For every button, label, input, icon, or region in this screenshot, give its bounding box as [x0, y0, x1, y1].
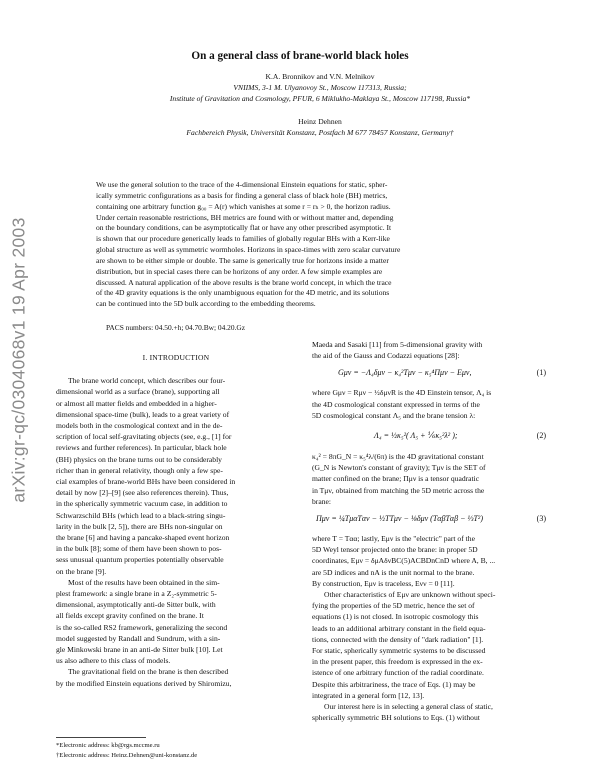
paragraph-line: The brane world concept, which describes our four-	[68, 376, 226, 386]
paragraph-line: all fields except gravity confined on the brane. It	[56, 611, 204, 621]
equation-number: (2)	[536, 431, 546, 441]
paragraph-line: dimensional world as a surface (brane), supporting all	[56, 387, 220, 397]
affiliation-1a: VNIIMS, 3-1 M. Ulyanovoy St., Moscow 117313, Russia;	[233, 83, 407, 92]
paragraph-line: is the so-called RS2 framework, generalizing the second	[56, 622, 228, 632]
paragraph-line: Our interest here is in selecting a general class of static,	[324, 702, 493, 712]
equation-body: Λ₄ = ½κ₅²( Λ₅ + ⅙κ₅²λ² );	[374, 431, 458, 441]
paragraph-line: brane:	[312, 496, 331, 506]
paragraph-line: Schwarzschild BHs (which lead to a black-string singu-	[56, 510, 226, 520]
paragraph-line: Other characteristics of Eμν are unknown without speci-	[324, 590, 496, 600]
paragraph-line: reviews and further references). In particular, black hole	[56, 443, 227, 453]
paragraph-line: gle Minkowski brane in an anti-de Sitter bulk [10]. Let	[56, 645, 223, 655]
paragraph-line: where T = Tαα; lastly, Eμν is the "electric" part of the	[312, 534, 475, 544]
affiliation-1b: Institute of Gravitation and Cosmology, PFUR, 6 Miklukho-Maklaya St., Moscow 117198, Russia*	[169, 94, 471, 103]
abstract-line: are shown to be either simple or double. The same is generically true for horizons inside a matter	[96, 255, 389, 265]
paragraph-line: dimensional space-time (bulk), leads to a great variety of	[56, 409, 230, 419]
affiliation-2: Fachbereich Physik, Universität Konstanz, Postfach M 677 78457 Konstanz, Germany†	[186, 128, 454, 137]
paragraph-line: matter confined on the brane; Πμν is a tensor quadratic	[312, 474, 480, 484]
paragraph-line: richer than in general relativity, though only a few spe-	[56, 465, 223, 475]
paragraph-line: κ₄² = 8πG_N = κ₅⁴λ/(6π) is the 4D gravitational constant	[312, 452, 484, 462]
paragraph-line: leads to an additional arbitrary constant in the field equa-	[312, 623, 486, 633]
left-column	[56, 352, 296, 689]
paragraph-line: For static, spherically symmetric systems to be discussed	[312, 646, 486, 656]
paragraph-line: cial examples of brane-world BHs have been considered in	[56, 477, 236, 487]
paragraph-line: model suggested by Randall and Sundrum, with a sin-	[56, 633, 221, 643]
paragraph-line: spherically symmetric BH solutions to Eqs. (1) without	[312, 713, 480, 723]
abstract-line: can be continued into the 5D bulk according to the embedding theorems.	[96, 299, 316, 309]
paragraph-line: integrated in a general form [12, 13].	[312, 690, 425, 700]
paragraph-line: scription of local self-gravitating objects (see, e.g., [1] for	[56, 432, 232, 442]
abstract-line: We use the general solution to the trace of the 4-dimensional Einstein equations for static, spher-	[96, 180, 388, 189]
footnote-email-2: †Electronic address: Heinz.Dehnen@uni-konstanz.de	[56, 752, 198, 759]
paragraph-line: detail by now [2]–[9] (see also references therein). Thus,	[56, 488, 229, 498]
paragraph-line: by the modified Einstein equations derived by Shiromizu,	[56, 678, 232, 688]
paragraph-line: in the present paper, this freedom is expressed in the ex-	[312, 657, 483, 667]
abstract-line: containing one arbitrary function g₀₀ = A(r) which vanishes at some r = rₕ > 0, the horizon radius.	[96, 201, 391, 211]
paragraph-line: (G_N is Newton's constant of gravity); Tμν is the SET of	[312, 463, 486, 473]
abstract-line: on the boundary conditions, can be asymptotically flat or have any other prescribed asymptotic. It	[96, 223, 392, 233]
paragraph-line: us also adhere to this class of models.	[56, 656, 171, 666]
paragraph-line: the brane [6] and having a pancake-shaped event horizon	[56, 533, 230, 543]
paragraph-line: 5D cosmological constant Λ₅ and the brane tension λ:	[312, 410, 476, 420]
paragraph-line: plest framework: a single brane in a Z₂-symmetric 5-	[56, 589, 217, 599]
paragraph-line: the aid of the Gauss and Codazzi equations [28]:	[312, 351, 460, 361]
abstract-line: of the 4D gravity equations is the only unambiguous equation for the 4D metric, and its solutions	[96, 288, 390, 298]
section-heading: I. INTRODUCTION	[142, 353, 210, 362]
abstract-line: discussed. A natural application of the above results is the brane world concept, in which the trace	[96, 277, 392, 287]
paragraph-line: where Gμν = Rμν − ½δμνR is the 4D Einstein tensor, Λ₄ is	[312, 388, 492, 398]
paper-title: On a general class of brane-world black holes	[191, 50, 409, 62]
paragraph-line: in the spherically symmetric vacuum case, in addition to	[56, 499, 228, 509]
abstract-line: distribution, but in special cases there can be horizons of any order. A few simple examples are	[96, 266, 383, 276]
paragraph-line: Maeda and Sasaki [11] from 5-dimensional gravity with	[312, 340, 483, 349]
paragraph-line: or almost all matter fields and embedded in a higher-	[56, 398, 217, 408]
paragraph-line: in Tμν, obtained from matching the 5D metric across the	[312, 485, 485, 495]
paragraph-line: sess unusual quantum properties potentially observable	[56, 555, 224, 565]
paragraph-line: are 5D indices and nA is the unit normal to the brane.	[312, 567, 475, 577]
pacs-numbers: PACS numbers: 04.50.+h; 04.70.Bw; 04.20.Gz	[106, 323, 245, 332]
abstract-line: is shown that our procedure generically leads to families of globally regular BHs with a Kerr-like	[96, 234, 390, 244]
paragraph-line: 5D Weyl tensor projected onto the brane: in proper 5D	[312, 545, 478, 555]
paragraph-line: the 4D cosmological constant expressed in terms of the	[312, 399, 480, 409]
equation-body: Gμν = −Λ₄δμν − κ₄²Tμν − κ₅⁴Πμν − Eμν,	[338, 368, 472, 378]
paragraph-line: dimensional, asymptotically anti-de Sitter bulk, with	[56, 600, 216, 610]
equation-body: Πμν = ¼TμαTαν − ½TTμν − ⅛δμν (TαβTαβ − ⅓T²)	[316, 514, 483, 524]
footnote-divider	[56, 737, 146, 738]
abstract-line: Under certain reasonable restrictions, BH metrics are found with or without matter and, depending	[96, 212, 394, 222]
paragraph-line: larity in the bulk [2, 5]), there are BHs non-singular on	[56, 521, 223, 531]
paragraph-line: coordinates, Eμν = δμAδνBC(5)ACBDnCnD where A, B, ...	[312, 556, 496, 566]
paragraph-line: on the brane [9].	[56, 566, 107, 576]
paragraph-line: tions, connected with the density of "dark radiation" [1].	[312, 634, 484, 644]
abstract-line: ically symmetric configurations as a basis for finding a general class of black hole (BH) metrics,	[96, 190, 388, 200]
paragraph-line: The gravitational field on the brane is then described	[68, 667, 229, 677]
paragraph-line: fying the properties of the 5D metric, hence the set of	[312, 601, 475, 611]
authors-group-1: K.A. Bronnikov and V.N. Melnikov	[265, 72, 375, 81]
paragraph-line: models both in the cosmological context and in the de-	[56, 421, 223, 431]
arxiv-id: arXiv:gr-qc/0304068v1 19 Apr 2003	[8, 217, 29, 503]
equation-number: (3)	[536, 514, 546, 524]
equation-number: (1)	[536, 368, 546, 378]
abstract-line: global structure as well as symmetric wormholes. Horizons in space-times with zero scalar curvature	[96, 245, 401, 255]
footnote-email-1: *Electronic address: kb@rgs.mccme.ru	[56, 742, 160, 749]
paragraph-line: Despite this arbitrariness, the trace of Eqs. (1) may be	[312, 679, 476, 689]
paragraph-line: By construction, Eμν is traceless, Eνν = 0 [11].	[312, 578, 455, 588]
equation-2	[312, 426, 546, 446]
equation-3	[312, 513, 546, 527]
paragraph-line: (BH) physics on the brane turns out to be considerably	[56, 454, 222, 464]
paragraph-line: istence of one arbitrary function of the radial coordinate.	[312, 668, 484, 678]
authors-group-2: Heinz Dehnen	[298, 117, 342, 126]
arxiv-sidebar-stamp	[4, 160, 34, 560]
paragraph-line: in the bulk [8]; some of them have been shown to pos-	[56, 544, 222, 554]
right-column	[312, 339, 546, 723]
abstract	[96, 180, 518, 310]
paragraph-line: equations (1) is not closed. In isotropic cosmology this	[312, 612, 479, 622]
paragraph-line: Most of the results have been obtained in the sim-	[68, 577, 220, 587]
equation-1	[312, 367, 546, 381]
